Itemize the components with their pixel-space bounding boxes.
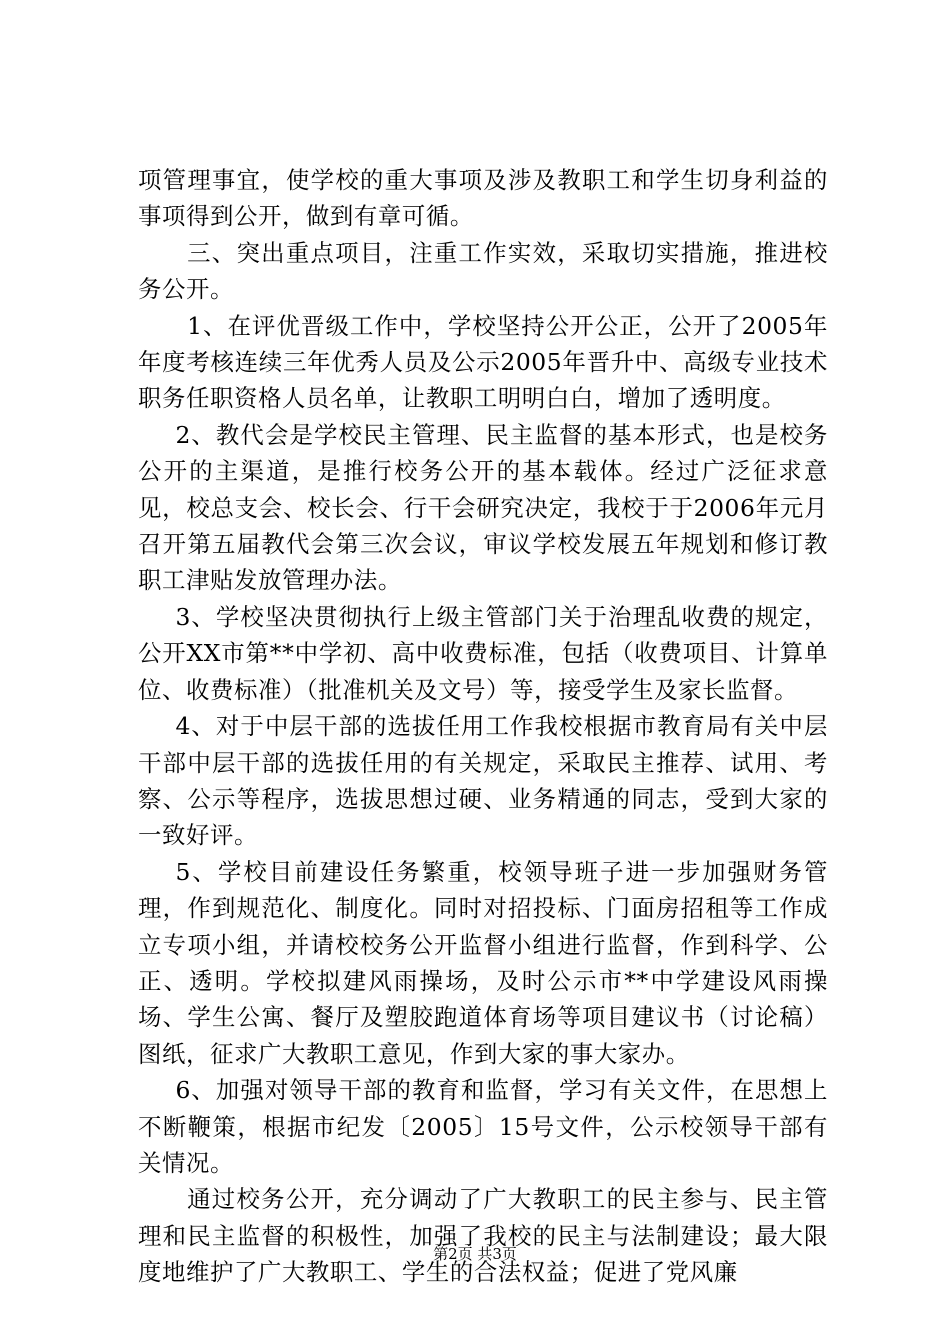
paragraph-3: 1、在评优晋级工作中，学校坚持公开公正，公开了2005年年度考核连续三年优秀人员及公示2005年晋升中、高级专业技术职务任职资格人员名单，让教职工明明白白，增加了透明度。 bbox=[138, 311, 828, 413]
paragraph-9: 通过校务公开，充分调动了广大教职工的民主参与、民主管理和民主监督的积极性，加强了我校的民主与法制建设；最大限度地维护了广大教职工、学生的合法权益；促进了党风廉 bbox=[138, 1185, 828, 1287]
page-footer: 第2页 共3页 bbox=[433, 1245, 517, 1263]
body-text bbox=[138, 162, 828, 1291]
paragraph-6: 4、对于中层干部的选拔任用工作我校根据市教育局有关中层干部中层干部的选拔任用的有关规定，采取民主推荐、试用、考察、公示等程序，选拔思想过硬、业务精通的同志，受到大家的一致好评。 bbox=[138, 712, 828, 850]
paragraph-4: 2、教代会是学校民主管理、民主监督的基本形式，也是校务公开的主渠道，是推行校务公开的基本载体。经过广泛征求意见，校总支会、校长会、行干会研究决定，我校于于2006年元月召开第五届教代会第三次会议，审议学校发展五年规划和修订教职工津贴发放管理办法。 bbox=[138, 420, 828, 595]
paragraph-7: 5、学校目前建设任务繁重，校领导班子进一步加强财务管理，作到规范化、制度化。同时对招投标、门面房招租等工作成立专项小组，并请校校务公开监督小组进行监督，作到科学、公正、透明。学校拟建风雨操场，及时公示市**中学建设风雨操场、学生公寓、餐厅及塑胶跑道体育场等项目建议书（讨论稿）图纸，征求广大教职工意见，作到大家的事大家办。 bbox=[138, 857, 828, 1068]
paragraph-2: 三、突出重点项目，注重工作实效，采取切实措施，推进校务公开。 bbox=[138, 238, 828, 304]
paragraph-1: 项管理事宜，使学校的重大事项及涉及教职工和学生切身利益的事项得到公开，做到有章可循。 bbox=[138, 166, 828, 231]
paragraph-5: 3、学校坚决贯彻执行上级主管部门关于治理乱收费的规定，公开XX市第**中学初、高中收费标准，包括（收费项目、计算单位、收费标准）（批准机关及文号）等，接受学生及家长监督。 bbox=[138, 602, 828, 704]
paragraph-8: 6、加强对领导干部的教育和监督，学习有关文件，在思想上不断鞭策，根据市纪发〔2005〕15号文件，公示校领导干部有关情况。 bbox=[138, 1076, 828, 1177]
